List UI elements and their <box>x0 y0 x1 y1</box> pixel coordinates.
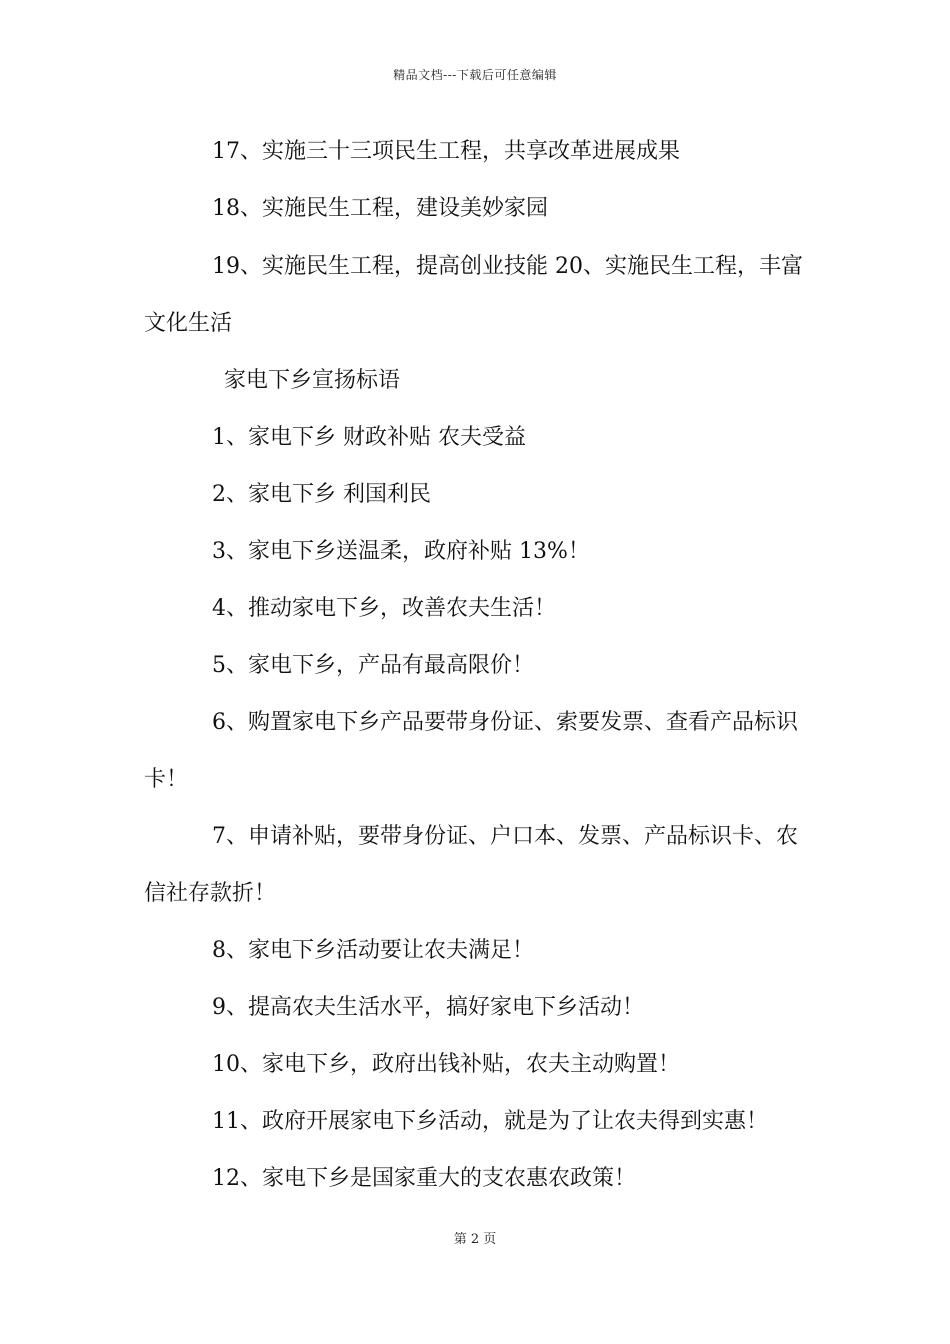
slogan-12: 12、家电下乡是国家重大的支农惠农政策！ <box>212 1166 636 1191</box>
slogan-2: 2、家电下乡 利国利民 <box>212 482 431 507</box>
slogan-3: 3、家电下乡送温柔，政府补贴 13%！ <box>212 539 590 564</box>
slogan-7-line-2: 信社存款折！ <box>144 881 277 906</box>
slogan-8: 8、家电下乡活动要让农夫满足！ <box>212 938 534 963</box>
slogan-10: 10、家电下乡，政府出钱补贴，农夫主动购置！ <box>212 1052 680 1077</box>
slogan-9: 9、提高农夫生活水平，搞好家电下乡活动！ <box>212 995 644 1020</box>
slogan-5: 5、家电下乡，产品有最高限价！ <box>212 653 534 678</box>
slogan-4: 4、推动家电下乡，改善农夫生活！ <box>212 596 556 621</box>
page-header: 精品文档---下载后可任意编辑 <box>393 68 557 82</box>
paragraph-17-line-1: 17、实施三十三项民生工程，共享改革进展成果 <box>212 139 680 164</box>
paragraph-18-line-1: 18、实施民生工程，建设美妙家园 <box>212 196 548 221</box>
slogan-11: 11、政府开展家电下乡活动，就是为了让农夫得到实惠！ <box>212 1109 768 1134</box>
paragraph-19-line-2: 文化生活 <box>144 311 233 336</box>
paragraph-19-line-1: 19、实施民生工程，提高创业技能 20、实施民生工程，丰富 <box>212 254 803 279</box>
page-number: 第 2 页 <box>453 1232 497 1247</box>
section-title: 家电下乡宣扬标语 <box>224 368 401 393</box>
slogan-6-line-2: 卡！ <box>144 767 189 792</box>
slogan-1: 1、家电下乡 财政补贴 农夫受益 <box>212 425 526 450</box>
slogan-6-line-1: 6、购置家电下乡产品要带身份证、索要发票、查看产品标识 <box>212 710 798 735</box>
slogan-7-line-1: 7、申请补贴，要带身份证、户口本、发票、产品标识卡、农 <box>212 824 798 849</box>
